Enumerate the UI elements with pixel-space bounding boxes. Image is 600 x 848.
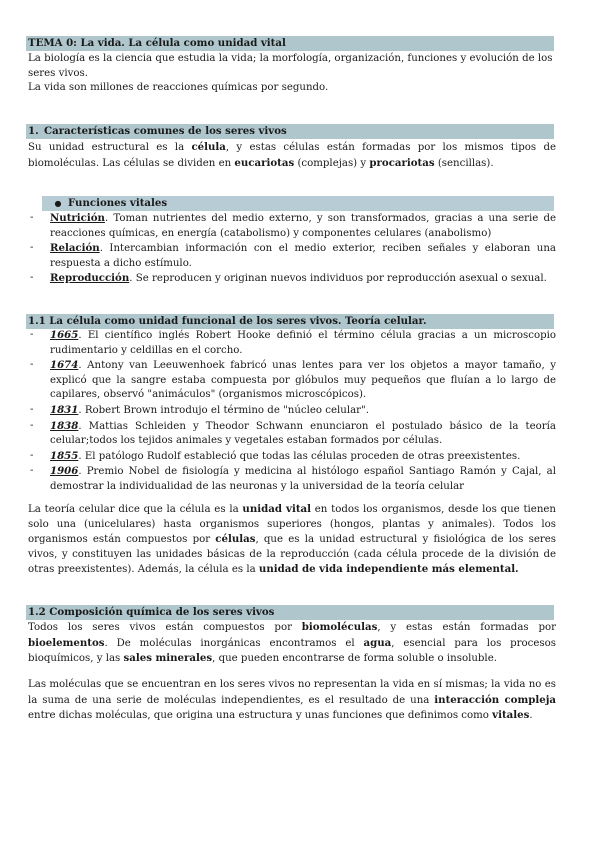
- tema-intro: [28, 52, 556, 96]
- funciones-vitales-title: Funciones vitales: [68, 197, 168, 209]
- tema-title: TEMA 0: La vida. La célula como unidad vital: [26, 36, 554, 51]
- list-item: - 1665. El científico inglés Robert Hooke definió el término célula gracias a un microscopio rudimentario y celdillas en el corcho.: [28, 328, 556, 358]
- list-item: - 1674. Antony van Leeuwenhoek fabricó unas lentes para ver los objetos a mayor tamaño, y explicó que la sangre estaba compuesta por glóbulos muy pequeños que fluían a lo largo de capilares, observó "animáculos" (organismos microscópicos).: [28, 358, 556, 403]
- list-item: - 1855. El patólogo Rudolf estableció que todas las células proceden de otras preexistentes.: [28, 449, 556, 465]
- list-item: - Reproducción. Se reproducen y originan nuevos individuos por reproducción asexual o sexual.: [28, 271, 556, 287]
- section-1-number: 1.: [28, 125, 39, 137]
- tema-line-2: La vida son millones de reacciones químicas por segundo.: [28, 82, 329, 94]
- section-1-title: Características comunes de los seres vivos: [44, 125, 287, 137]
- funciones-list: [28, 211, 556, 287]
- list-item: - Relación. Intercambian información con el medio exterior, reciben señales y elaboran una respuesta a dicho estímulo.: [28, 241, 556, 271]
- list-item: - 1906. Premio Nobel de fisiología y medicina al histólogo español Santiago Ramón y Cajal, al demostrar la individualidad de las neuronas y la universidad de la teoría celular: [28, 464, 556, 494]
- section-1-heading: [26, 124, 554, 139]
- section-1-2-heading: 1.2 Composición química de los seres vivos: [26, 605, 554, 620]
- teoria-celular-paragraph: La teoría celular dice que la célula es la unidad vital en todos los organismos, desde los que tienen solo una (unicelulares) hasta organismos superiores (hongos, plantas y animales). Todos los organismos están compuestos por células, que es la unidad estructural y fisiológica de los seres vivos, y constituyen las unidades básicas de la reproducción (cada célula procede de la división de otras preexistentes). Además, la célula es la unidad de vida independiente más elemental.: [28, 503, 556, 576]
- section-1-body: [28, 140, 556, 171]
- funciones-list-block: [28, 211, 556, 287]
- list-item: - Nutrición. Toman nutrientes del medio externo, y son transformados, gracias a una serie de reacciones químicas, en energía (catabolismo) y componentes celulares (anabolismo): [28, 211, 556, 241]
- composicion-block-1: [28, 620, 556, 667]
- list-item: - 1831. Robert Brown introdujo el término de "núcleo celular".: [28, 403, 556, 419]
- section-1-1-heading: 1.1 La célula como unidad funcional de los seres vivos. Teoría celular.: [26, 314, 554, 329]
- teoria-celular-block: [28, 502, 556, 578]
- funciones-vitales-heading: [42, 196, 554, 211]
- list-item: - 1838. Mattias Schleiden y Theodor Schwann enunciaron el postulado básico de la teoría celular;todos los tejidos animales y vegetales estaban formados por células.: [28, 419, 556, 449]
- composicion-paragraph-1: Todos los seres vivos están compuestos por biomoléculas, y estas están formadas por bioelementos. De moléculas inorgánicas encontramos el agua, esencial para los procesos bioquímicos, y las sales minerales, que pueden encontrarse de forma soluble o insoluble.: [28, 621, 557, 665]
- tema-line-1: La biología es la ciencia que estudia la vida; la morfología, organización, funciones y evolución de los seres vivos.: [28, 53, 553, 79]
- timeline-block: [28, 328, 556, 495]
- bullet-icon: ●: [54, 198, 62, 208]
- timeline-list: [28, 328, 556, 495]
- composicion-block-2: [28, 678, 556, 724]
- section-1-paragraph: Su unidad estructural es la célula, y estas células están formadas por los mismos tipos de biomoléculas. Las células se dividen en eucariotas (complejas) y procariotas (sencillas).: [28, 141, 557, 169]
- composicion-paragraph-2: Las moléculas que se encuentran en los seres vivos no representan la vida en sí mismas; la vida no es la suma de una serie de moléculas independientes, es el resultado de una interacción compleja entre dichas moléculas, que origina una estructura y unas funciones que definimos como vitales.: [28, 679, 557, 722]
